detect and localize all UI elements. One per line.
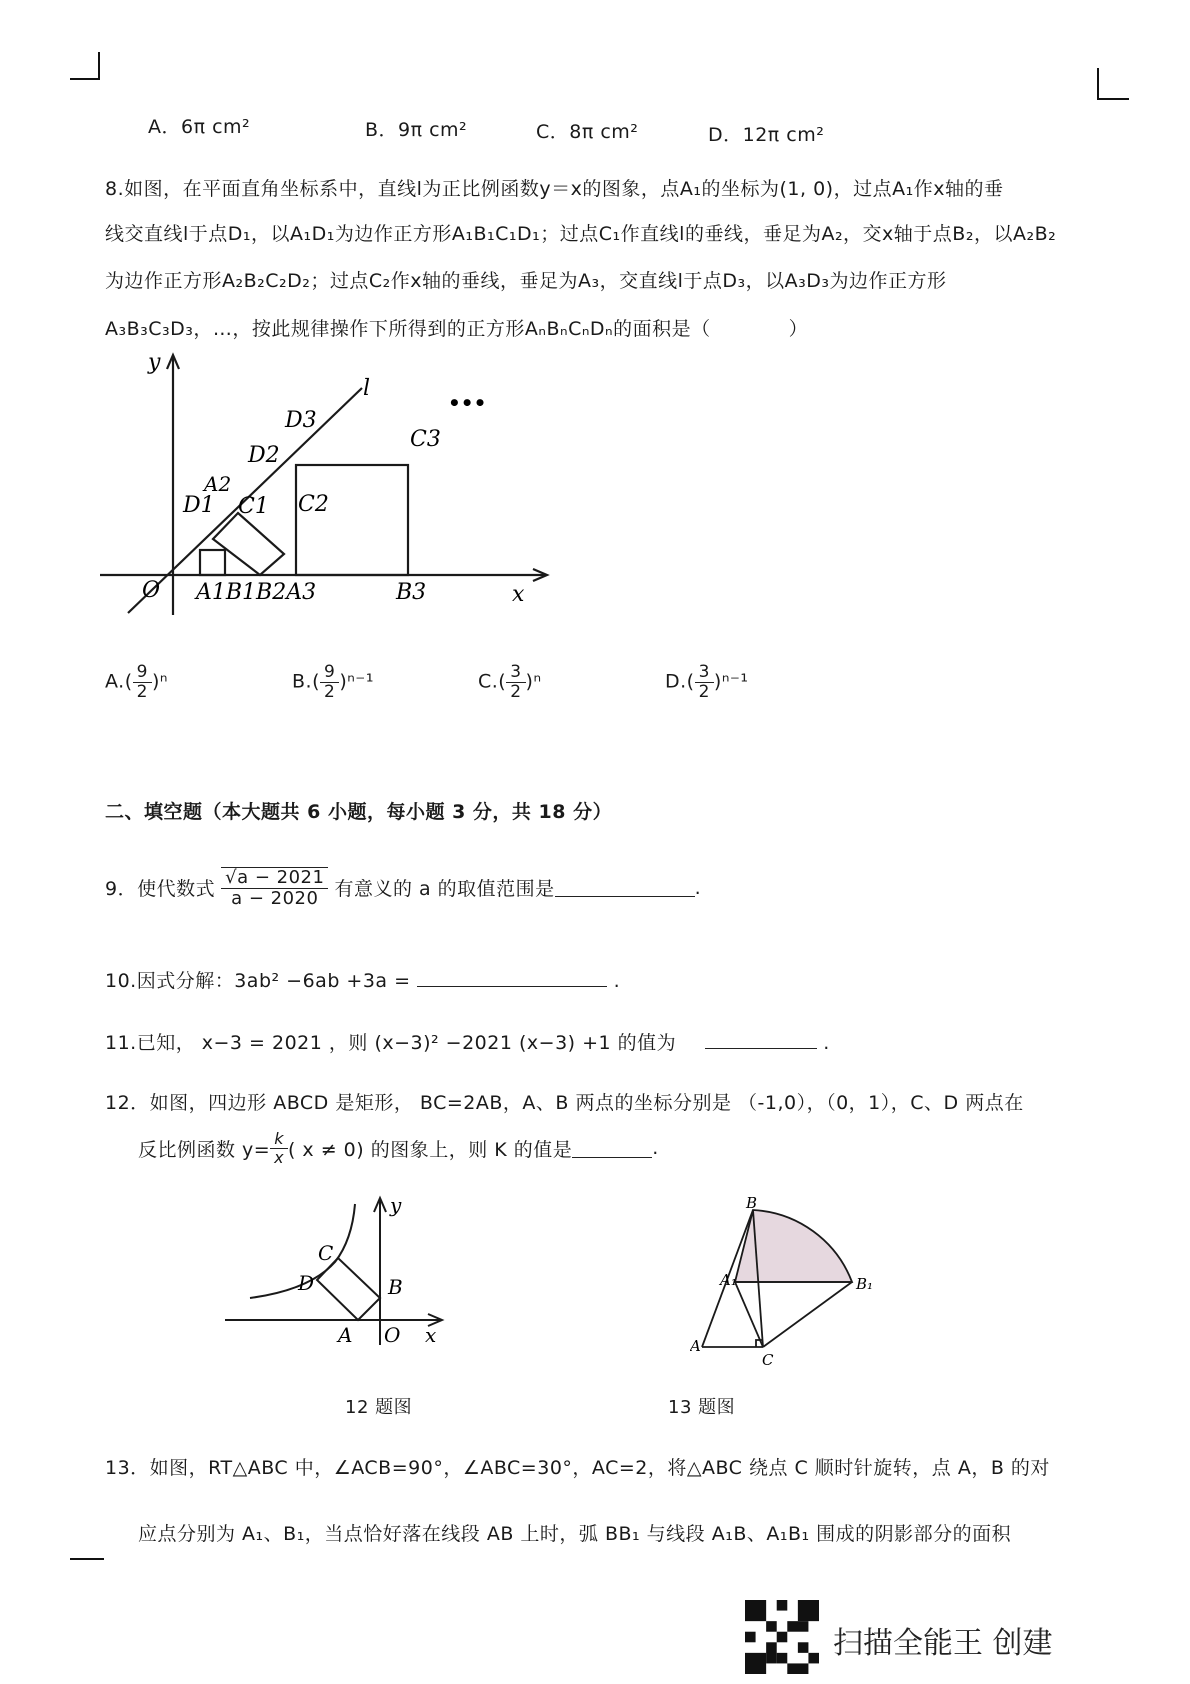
q7-option-b: B．9π cm² xyxy=(365,119,468,141)
q8-option-b: B.( $\frac{9}{2}$ )ⁿ⁻¹ xyxy=(292,662,374,702)
qr-code-logo xyxy=(745,1600,819,1674)
q9-denominator: a − 2020 xyxy=(231,887,319,909)
q12-label-o: O xyxy=(384,1323,401,1347)
q8-label-d2: D2 xyxy=(248,443,280,468)
q13-label-a: A xyxy=(690,1337,701,1355)
q7-option-d: D．12π cm² xyxy=(708,124,825,146)
q8-label-y: y xyxy=(148,350,161,375)
q10-answer-blank[interactable] xyxy=(417,968,607,987)
crop-mark-top-right xyxy=(1097,68,1129,100)
q13-caption: 13 题图 xyxy=(668,1397,736,1418)
q8-line-3: 为边作正方形A₂B₂C₂D₂；过点C₂作x轴的垂线，垂足为A₃，交直线l于点D₃，以A₃D₃为边作正方形 xyxy=(105,270,947,292)
q8-label-bottom-points: A1B1B2A3 xyxy=(196,580,317,605)
q8-label-a2: A2 xyxy=(204,472,232,496)
q8-label-dots: ••• xyxy=(448,391,487,415)
q13-figure xyxy=(690,1193,890,1373)
q8-option-a: A.( $\frac{9}{2}$ )ⁿ xyxy=(105,662,168,702)
q8-label-o: O xyxy=(142,578,161,603)
q9: 9．使代数式 $\frac{√a - 2021}{a - 2020}$ 有意义的 a 的取值范围是 . xyxy=(105,867,702,909)
q13-label-b: B xyxy=(746,1194,758,1212)
q11-answer-blank[interactable] xyxy=(705,1030,817,1049)
q12-label-d: D xyxy=(298,1271,315,1295)
scanner-watermark-text: 扫描全能王 创建 xyxy=(833,1626,1053,1661)
q8-label-b3: B3 xyxy=(396,580,427,605)
q9-answer-blank[interactable] xyxy=(555,878,695,897)
q8-option-c: C.( $\frac{3}{2}$ )ⁿ xyxy=(478,662,542,702)
q12-label-b: B xyxy=(388,1275,403,1299)
q8-label-d1: D1 xyxy=(183,493,215,518)
q12-label-a: A xyxy=(338,1323,353,1347)
q13-label-b1: B₁ xyxy=(856,1275,874,1293)
q12-line-1: 12．如图，四边形 ABCD 是矩形， BC=2AB，A、B 两点的坐标分别是 （-1,0），（0，1），C、D 两点在 xyxy=(105,1092,1024,1114)
q7-option-c: C．8π cm² xyxy=(536,121,639,143)
q9-numerator: √a − 2021 xyxy=(221,867,328,889)
q13-line-1: 13．如图，RT△ABC 中，∠ACB=90°，∠ABC=30°，AC=2，将△ABC 绕点 C 顺时针旋转，点 A，B 的对 xyxy=(105,1457,1050,1479)
crop-mark-top-left xyxy=(70,52,100,80)
q12-answer-blank[interactable] xyxy=(572,1139,652,1158)
q8-figure xyxy=(100,345,560,615)
section-2-title: 二、填空题（本大题共 6 小题，每小题 3 分，共 18 分） xyxy=(105,801,613,823)
q8-option-d: D.( $\frac{3}{2}$ )ⁿ⁻¹ xyxy=(665,662,749,702)
q8-line-1: 8.如图，在平面直角坐标系中，直线l为正比例函数y＝x的图象，点A₁的坐标为(1, 0)，过点A₁作x轴的垂 xyxy=(105,178,1004,200)
q8-line-4: A₃B₃C₃D₃，…，按此规律操作下所得到的正方形AₙBₙCₙDₙ的面积是（ ） xyxy=(105,318,809,340)
q12-label-x: x xyxy=(425,1323,437,1347)
q8-label-x: x xyxy=(512,582,525,607)
q11: 11.已知， x−3 = 2021 ，则 (x−3)² −2021 (x−3) +1 的值为 . xyxy=(105,1032,830,1054)
q13-line-2: 应点分别为 A₁、B₁，当点恰好落在线段 AB 上时，弧 BB₁ 与线段 A₁B、A₁B₁ 围成的阴影部分的面积 xyxy=(138,1523,1012,1545)
q8-label-l: l xyxy=(363,376,371,401)
q12-line-2: 反比例函数 y= $\frac{k}{x}$ ( x ≠ 0) 的图象上，则 K 的值是 . xyxy=(138,1129,659,1167)
q8-label-c1: C1 xyxy=(238,494,269,519)
q8-label-c2: C2 xyxy=(298,492,329,517)
q8-label-d3: D3 xyxy=(285,408,317,433)
q12-caption: 12 题图 xyxy=(345,1397,413,1418)
q8-label-c3: C3 xyxy=(410,427,441,452)
q12-label-c: C xyxy=(318,1241,334,1265)
q10: 10.因式分解：3ab² −6ab +3a = . xyxy=(105,970,621,992)
q13-label-a1: A₁ xyxy=(720,1271,737,1289)
q13-label-c: C xyxy=(762,1351,774,1369)
crop-mark-bottom-left xyxy=(70,1558,104,1560)
q12-label-y: y xyxy=(390,1193,402,1217)
q8-line-2: 线交直线l于点D₁，以A₁D₁为边作正方形A₁B₁C₁D₁；过点C₁作直线l的垂线，垂足为A₂，交x轴于点B₂，以A₂B₂ xyxy=(105,223,1057,245)
q12-figure xyxy=(220,1190,460,1350)
q7-option-a: A．6π cm² xyxy=(148,116,251,138)
